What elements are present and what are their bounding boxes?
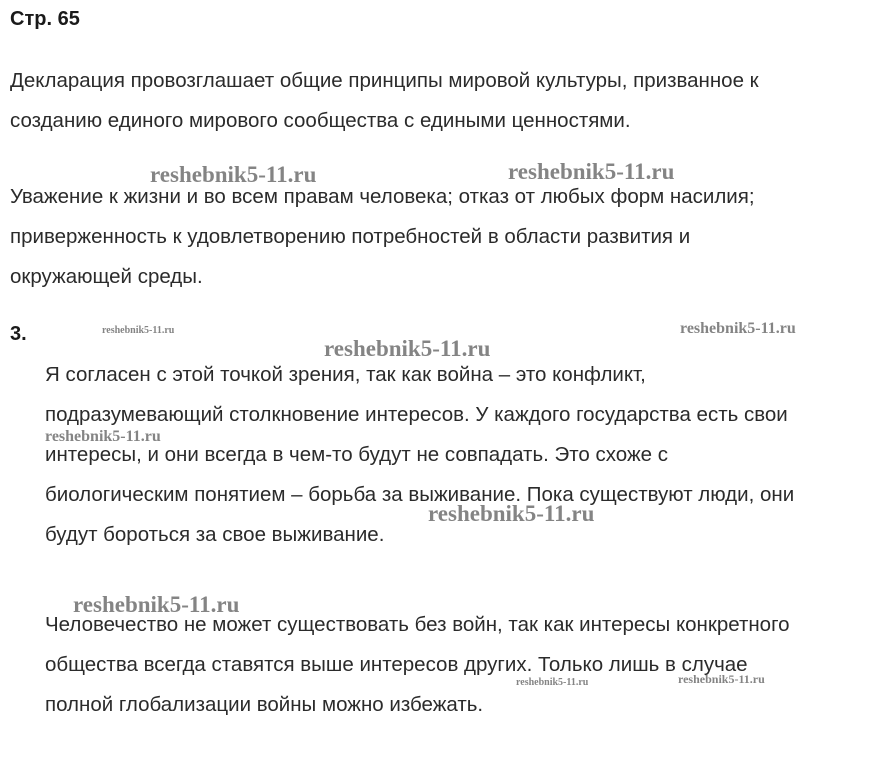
text-line: интересы, и они всегда в чем-то будут не совпадать. Это схоже с [45,443,669,466]
text-line: будут бороться за свое выживание. [45,523,385,546]
watermark: reshebnik5-11.ru [150,162,317,187]
text-line: Человечество не может существовать без войн, так как интересы конкретного [45,613,790,636]
watermark: reshebnik5-11.ru [324,336,491,361]
text-line: подразумевающий столкновение интересов. У каждого государства есть свои [45,403,788,426]
text-line: приверженность к удовлетворению потребностей в области развития и [10,225,691,248]
watermark: reshebnik5-11.ru [508,159,675,184]
task-number: 3. [10,323,27,345]
watermark: reshebnik5-11.ru [45,428,161,445]
watermark: reshebnik5-11.ru [516,677,589,688]
watermark: reshebnik5-11.ru [680,320,796,337]
text-line: общества всегда ставятся выше интересов других. Только лишь в случае [45,653,748,676]
paragraph-declaration [10,61,759,141]
text-line: Декларация провозглашает общие принципы мировой культуры, призванное к [10,69,759,92]
watermark: reshebnik5-11.ru [678,672,765,686]
paragraph-humanity-wars [45,605,790,725]
paragraph-war-conflict [45,355,794,555]
text-line: полной глобализации войны можно избежать. [45,693,484,716]
watermark: reshebnik5-11.ru [428,501,595,526]
watermark: reshebnik5-11.ru [102,325,175,336]
watermark: reshebnik5-11.ru [73,592,240,617]
page-header: Стр. 65 [10,8,80,30]
text-line: окружающей среды. [10,265,203,288]
text-line: Я согласен с этой точкой зрения, так как война – это конфликт, [45,363,646,386]
text-line: созданию единого мирового сообщества с едиными ценностями. [10,109,631,132]
paragraph-principles [10,177,755,297]
text-line: биологическим понятием – борьба за выживание. Пока существуют люди, они [45,483,795,506]
text-line: Уважение к жизни и во всем правам человека; отказ от любых форм насилия; [10,185,755,208]
